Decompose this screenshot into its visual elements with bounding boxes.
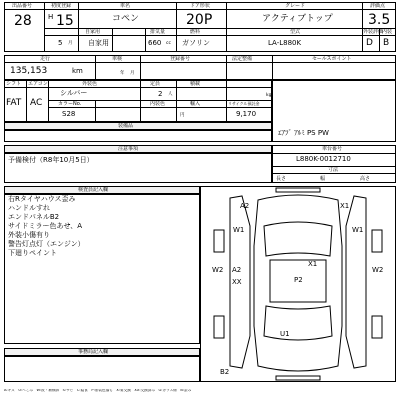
doors-label: ドア形状 xyxy=(190,3,210,9)
inspection-item: 右Rタイヤハウス歪み xyxy=(8,195,76,203)
inspection-item: 警告灯点灯（エンジン） xyxy=(8,240,85,248)
inspection-year-unit: 年 xyxy=(120,71,125,76)
displacement: 660 xyxy=(148,39,162,47)
mark-w1-right: W1 xyxy=(352,226,364,234)
capacity: 2 xyxy=(158,90,163,98)
mark-a2-mid: A2 xyxy=(232,266,242,274)
use-label: 自家用 xyxy=(85,29,101,35)
inspection-item: サイドミラー色あせ、A xyxy=(8,222,83,230)
reg-month: 5 xyxy=(58,39,63,47)
equip-area xyxy=(4,130,272,142)
mark-x1-top: X1 xyxy=(340,202,350,210)
mark-w1-left: W1 xyxy=(233,226,245,234)
inspection-item: 外装小傷有り xyxy=(8,231,50,239)
color-no: S28 xyxy=(62,110,76,118)
reg-year: 15 xyxy=(56,13,74,29)
int-label: 内装 xyxy=(382,29,393,35)
door-type: 20P xyxy=(186,12,213,28)
year-label: 初度登録 xyxy=(51,3,72,9)
height-label: 高さ xyxy=(360,176,371,182)
mark-a2-top: A2 xyxy=(240,202,250,210)
ac: AC xyxy=(30,98,43,108)
shift-label: シフト xyxy=(6,81,22,87)
capacity-label: 定員 xyxy=(150,81,161,87)
interior-unit: 円 xyxy=(180,113,185,118)
recycle-label: リサイクル預託金 xyxy=(228,101,260,106)
mark-w2-left: W2 xyxy=(212,266,224,274)
inspection-item: ハンドルすれ xyxy=(8,204,50,212)
chassis-label: 車台番号 xyxy=(322,146,343,152)
damage-marks xyxy=(212,202,383,376)
color-no-label: カラーNo. xyxy=(58,101,82,107)
inspection-item: 下廻りペイント xyxy=(8,249,57,257)
name-label: 車名 xyxy=(120,3,131,9)
office-label: 事務局記入欄 xyxy=(78,349,109,355)
equipment-list: ｴｱﾌﾞ ｱﾙﾐ PS PW xyxy=(278,129,329,137)
inspection-item: エンドパネルB2 xyxy=(8,213,60,221)
km-unit: km xyxy=(72,67,83,75)
sales-point-label: セールスポイント xyxy=(312,56,352,62)
inspection-month-unit: 月 xyxy=(130,71,135,76)
notes-label: 注意事項 xyxy=(118,146,139,152)
mark-u1: U1 xyxy=(280,330,290,338)
length-label: 長さ xyxy=(276,176,287,182)
month-unit: 月 xyxy=(68,41,73,46)
car-damage-diagram xyxy=(200,186,396,382)
lot-number: 28 xyxy=(14,13,32,29)
cc-unit: cc xyxy=(166,41,171,46)
mark-w2-right: W2 xyxy=(372,266,384,274)
mark-b2: B2 xyxy=(220,368,230,376)
ext-label: 外装評価 xyxy=(363,29,384,35)
legend-text: A:キズ U:へこみ W:波・補修跡 S:サビ C:腐食 P:塗装色落ち X:要交換 XX:交換済み G:ガラス傷 B:歪み xyxy=(4,389,192,392)
ac-label: エアコン xyxy=(28,81,48,87)
interior-label: 内装色 xyxy=(150,101,166,107)
equip-header xyxy=(4,122,272,130)
import-label: 輸入 xyxy=(190,101,201,107)
score: 3.5 xyxy=(368,12,391,28)
office-area xyxy=(4,356,200,382)
chassis-number: L880K-0012710 xyxy=(296,155,351,163)
score-label: 評価点 xyxy=(370,3,386,9)
grade: アクティブトップ xyxy=(262,14,333,24)
inspection-notes-label: 検査員記入欄 xyxy=(78,187,109,193)
notes-text: 予備検付（R8年10月5日） xyxy=(8,156,94,164)
shift: FAT xyxy=(6,98,22,108)
size-label: 寸法 xyxy=(328,167,339,173)
fuel-label: 燃料 xyxy=(190,29,201,35)
legal-label: 法定整備 xyxy=(232,56,253,62)
equip-label: 装備品 xyxy=(118,123,134,129)
capacity-unit: 人 xyxy=(168,92,173,97)
grade-label: グレード xyxy=(285,3,306,9)
kg-unit: kg xyxy=(266,93,272,98)
model-label: 型式 xyxy=(290,29,301,35)
lot-no-label: 出品番号 xyxy=(12,3,33,9)
model: LA-L880K xyxy=(268,39,302,47)
recycle-amount: 9,170 xyxy=(236,110,257,118)
int-score: B xyxy=(383,38,390,48)
inspection-label: 車検 xyxy=(112,56,123,62)
mileage-label: 走行 xyxy=(40,56,51,62)
load-label: 積載 xyxy=(190,81,201,87)
use: 自家用 xyxy=(88,39,109,47)
reg-number-label: 登録番号 xyxy=(170,56,191,62)
color-label: 外装色 xyxy=(82,81,98,87)
fuel: ガソリン xyxy=(182,39,210,47)
mark-p2: P2 xyxy=(294,276,303,284)
car-name: コペン xyxy=(112,14,140,24)
mileage: 135,153 xyxy=(10,66,48,76)
width-label: 幅 xyxy=(320,176,326,182)
displacement-label: 排気量 xyxy=(150,29,166,35)
color: シルバー xyxy=(60,89,88,97)
inspection-list xyxy=(8,196,198,259)
mark-xx: XX xyxy=(232,278,242,286)
era: H xyxy=(48,13,54,21)
ext-score: D xyxy=(366,38,373,48)
mark-x1-mid: X1 xyxy=(308,260,318,268)
